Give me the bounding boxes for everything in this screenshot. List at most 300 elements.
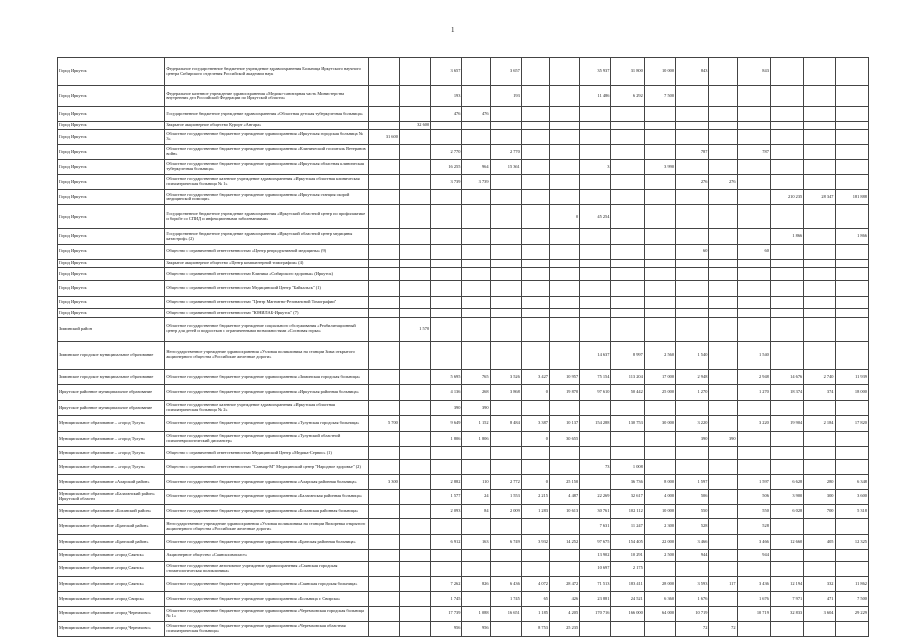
value-cell	[431, 229, 462, 244]
value-cell: 3 868	[490, 385, 521, 401]
value-cell: 944	[676, 550, 709, 561]
value-cell	[611, 244, 644, 260]
value-cell	[804, 341, 835, 369]
value-cell	[737, 260, 770, 268]
value-cell: 30 655	[549, 431, 579, 447]
value-cell	[611, 621, 644, 636]
value-cell	[399, 606, 430, 621]
value-cell	[399, 385, 430, 401]
value-cell: 2 500	[644, 550, 675, 561]
table-row	[58, 550, 869, 561]
territory-cell: Муниципальное образование «Боханский район»	[58, 505, 165, 519]
table-row	[58, 416, 869, 432]
value-cell	[676, 401, 709, 416]
value-cell: 7 631	[580, 519, 611, 535]
value-cell	[644, 281, 675, 297]
organization-cell: Областное государственное бюджетное учреждение здравоохранения «Иркутская станция скорой медицинской помощи»	[165, 190, 368, 205]
value-cell: 193	[431, 86, 462, 107]
value-cell	[770, 58, 803, 86]
value-cell	[580, 431, 611, 447]
table-row	[58, 621, 869, 636]
organization-cell: Общество с ограниченной ответственностью Клиника «Сибирского здоровья» (Иркутск)	[165, 268, 368, 281]
value-cell	[431, 550, 462, 561]
value-cell: 471	[804, 592, 835, 606]
value-cell	[611, 260, 644, 268]
value-cell: 787	[676, 144, 709, 159]
value-cell: 30 000	[644, 416, 675, 432]
value-cell	[490, 281, 521, 297]
territory-cell: Город Иркутск	[58, 144, 165, 159]
value-cell	[399, 175, 430, 190]
value-cell	[399, 519, 430, 535]
value-cell	[611, 296, 644, 309]
value-cell: 3 300	[368, 475, 399, 489]
value-cell	[770, 431, 803, 447]
value-cell: 964	[462, 160, 490, 175]
value-cell	[399, 160, 430, 175]
value-cell: 2 215	[521, 489, 549, 505]
value-cell: 3 932	[521, 534, 549, 550]
value-cell	[676, 260, 709, 268]
value-cell: 2 175	[611, 561, 644, 576]
value-cell: 7 500	[835, 592, 869, 606]
value-cell: 4 136	[431, 385, 462, 401]
value-cell: 75 154	[580, 369, 611, 385]
value-cell: 7 971	[770, 592, 803, 606]
territory-cell: Город Иркутск	[58, 296, 165, 309]
value-cell	[737, 190, 770, 205]
value-cell	[580, 317, 611, 341]
territory-cell: Город Иркутск	[58, 86, 165, 107]
value-cell: 332	[804, 576, 835, 592]
value-cell: 28 472	[549, 576, 579, 592]
organization-cell: Государственное бюджетное учреждение здравоохранения «Иркутский областной центр медицины катастроф» (2)	[165, 229, 368, 244]
value-cell	[737, 107, 770, 121]
value-cell: 3 657	[431, 58, 462, 86]
value-cell	[709, 385, 737, 401]
value-cell	[644, 175, 675, 190]
value-cell	[611, 268, 644, 281]
value-cell: 10 719	[737, 606, 770, 621]
territory-cell: Город Иркутск	[58, 268, 165, 281]
table-row	[58, 229, 869, 244]
value-cell	[580, 309, 611, 317]
value-cell: 16 651	[490, 606, 521, 621]
value-cell: 7 262	[431, 576, 462, 592]
value-cell	[580, 621, 611, 636]
value-cell	[644, 459, 675, 475]
value-cell: 3 220	[737, 416, 770, 432]
organization-cell: Областное государственное бюджетное учреждение здравоохранения «Аларская районная больница»	[165, 475, 368, 489]
value-cell	[737, 317, 770, 341]
value-cell: 28 000	[644, 576, 675, 592]
value-cell	[611, 205, 644, 229]
value-cell: 102 112	[611, 505, 644, 519]
value-cell	[521, 107, 549, 121]
value-cell: 110	[462, 475, 490, 489]
value-cell	[549, 244, 579, 260]
value-cell	[399, 401, 430, 416]
value-cell	[462, 205, 490, 229]
page-number: 1	[451, 26, 455, 34]
value-cell	[804, 281, 835, 297]
value-cell	[770, 175, 803, 190]
value-cell	[676, 190, 709, 205]
value-cell	[490, 561, 521, 576]
value-cell: 3 466	[676, 534, 709, 550]
value-cell	[835, 459, 869, 475]
value-cell	[399, 260, 430, 268]
value-cell	[490, 129, 521, 144]
value-cell: 2 882	[431, 475, 462, 489]
value-cell	[676, 107, 709, 121]
value-cell: 2 093	[431, 505, 462, 519]
value-cell	[462, 519, 490, 535]
value-cell	[804, 268, 835, 281]
value-cell	[549, 175, 579, 190]
value-cell	[580, 281, 611, 297]
value-cell: 8 753	[521, 621, 549, 636]
value-cell	[804, 121, 835, 129]
value-cell: 280	[804, 475, 835, 489]
value-cell	[804, 431, 835, 447]
value-cell	[490, 121, 521, 129]
value-cell: 10 137	[549, 416, 579, 432]
value-cell	[737, 621, 770, 636]
value-cell	[676, 205, 709, 229]
organization-cell: Областное государственное казенное учреждение здравоохранения «Иркутская областная психиатрическая больница № 2»	[165, 401, 368, 416]
value-cell: 154 288	[580, 416, 611, 432]
value-cell: 4 487	[549, 489, 579, 505]
value-cell	[431, 317, 462, 341]
value-cell	[580, 268, 611, 281]
organization-cell: Областное государственное бюджетное учреждение социального обслуживания «Реабилитационный центр для детей и подростков с ограниченными возможностями «Сосновая горка»	[165, 317, 368, 341]
value-cell	[431, 447, 462, 460]
value-cell	[804, 129, 835, 144]
value-cell	[549, 160, 579, 175]
value-cell	[431, 121, 462, 129]
value-cell	[521, 561, 549, 576]
table-row	[58, 489, 869, 505]
value-cell	[676, 268, 709, 281]
value-cell	[737, 205, 770, 229]
table-row	[58, 190, 869, 205]
value-cell	[770, 268, 803, 281]
value-cell: 1 806	[462, 431, 490, 447]
data-table	[57, 57, 869, 637]
value-cell	[549, 296, 579, 309]
territory-cell: Муниципальное образование «Братский район»	[58, 519, 165, 535]
value-cell	[580, 129, 611, 144]
value-cell: 2 948	[737, 369, 770, 385]
value-cell	[462, 260, 490, 268]
value-cell	[521, 86, 549, 107]
value-cell: 6 749	[490, 534, 521, 550]
value-cell	[804, 175, 835, 190]
value-cell	[709, 129, 737, 144]
value-cell	[709, 268, 737, 281]
value-cell	[709, 534, 737, 550]
value-cell	[462, 341, 490, 369]
value-cell	[709, 190, 737, 205]
value-cell	[804, 459, 835, 475]
value-cell: 390	[676, 431, 709, 447]
value-cell: 0	[521, 431, 549, 447]
organization-cell: Областное государственное бюджетное учреждение здравоохранения «Зиминская городская больница»	[165, 369, 368, 385]
value-cell: 60	[737, 244, 770, 260]
value-cell	[462, 309, 490, 317]
value-cell: 60	[676, 244, 709, 260]
value-cell: 2 948	[676, 369, 709, 385]
value-cell	[399, 129, 430, 144]
value-cell	[490, 447, 521, 460]
value-cell	[490, 268, 521, 281]
value-cell	[549, 229, 579, 244]
territory-cell: Город Иркутск	[58, 244, 165, 260]
value-cell: 5 700	[368, 416, 399, 432]
value-cell: 944	[737, 550, 770, 561]
value-cell	[462, 550, 490, 561]
value-cell	[399, 107, 430, 121]
value-cell	[709, 550, 737, 561]
value-cell	[770, 309, 803, 317]
value-cell	[835, 175, 869, 190]
value-cell	[368, 576, 399, 592]
territory-cell: Город Иркутск	[58, 190, 165, 205]
value-cell: 17 739	[431, 606, 462, 621]
value-cell	[462, 447, 490, 460]
value-cell: 8 484	[490, 416, 521, 432]
table-row	[58, 341, 869, 369]
value-cell	[804, 58, 835, 86]
value-cell: 2 184	[804, 416, 835, 432]
value-cell	[521, 205, 549, 229]
value-cell	[835, 296, 869, 309]
value-cell: 268	[462, 385, 490, 401]
value-cell	[804, 519, 835, 535]
value-cell: 3 436	[737, 576, 770, 592]
value-cell: 6 912	[431, 534, 462, 550]
territory-cell: Город Иркутск	[58, 260, 165, 268]
value-cell	[709, 244, 737, 260]
value-cell	[644, 621, 675, 636]
organization-cell: Общество с ограниченной ответственностью Медицинский Центр "Байкальск" (1)	[165, 281, 368, 297]
value-cell	[770, 260, 803, 268]
table-row	[58, 129, 869, 144]
value-cell	[431, 296, 462, 309]
value-cell	[399, 144, 430, 159]
territory-cell: Муниципальное образование – «город Тулун»	[58, 459, 165, 475]
organization-cell: Областное государственное казенное учреждение здравоохранения «Иркутская областная клиническая психиатрическая больница № 1»	[165, 175, 368, 190]
value-cell: 390	[462, 401, 490, 416]
territory-cell: Муниципальное образование – «город Тулун»	[58, 431, 165, 447]
value-cell: 843	[737, 58, 770, 86]
value-cell	[490, 341, 521, 369]
value-cell	[521, 459, 549, 475]
value-cell	[399, 592, 430, 606]
value-cell	[709, 475, 737, 489]
value-cell: 14 252	[549, 534, 579, 550]
table-row	[58, 107, 869, 121]
value-cell	[368, 505, 399, 519]
value-cell: 32 600	[399, 121, 430, 129]
value-cell	[835, 86, 869, 107]
territory-cell: Город Иркутск	[58, 121, 165, 129]
value-cell	[368, 160, 399, 175]
value-cell: 12 660	[770, 534, 803, 550]
value-cell: 11 486	[580, 86, 611, 107]
value-cell	[770, 281, 803, 297]
value-cell: 4 072	[521, 576, 549, 592]
territory-cell: Город Иркутск	[58, 309, 165, 317]
value-cell	[737, 281, 770, 297]
value-cell	[835, 317, 869, 341]
value-cell	[770, 296, 803, 309]
organization-cell: Федеральное государственное бюджетное учреждение здравоохранения Больница Иркутского научного центра Сибирского отделения Российской академии наук	[165, 58, 368, 86]
territory-cell: Город Иркутск	[58, 205, 165, 229]
value-cell	[580, 244, 611, 260]
value-cell	[580, 190, 611, 205]
value-cell: 1 553	[490, 489, 521, 505]
value-cell	[580, 144, 611, 159]
value-cell	[549, 317, 579, 341]
value-cell: 15 361	[490, 160, 521, 175]
organization-cell: Общество с ограниченной ответственностью «Центр репродуктивной медицины» (9)	[165, 244, 368, 260]
value-cell	[611, 229, 644, 244]
value-cell	[709, 519, 737, 535]
value-cell: 31 800	[611, 58, 644, 86]
value-cell	[611, 401, 644, 416]
value-cell	[835, 144, 869, 159]
value-cell	[770, 205, 803, 229]
value-cell: 2 772	[490, 475, 521, 489]
value-cell	[580, 175, 611, 190]
organization-cell: Областное государственное бюджетное учреждение здравоохранения «Тулунский областной психоневрологический диспансер»	[165, 431, 368, 447]
value-cell: 426	[549, 592, 579, 606]
value-cell: 11 862	[835, 576, 869, 592]
value-cell	[611, 190, 644, 205]
organization-cell: Областное государственное бюджетное учреждение здравоохранения «Иркутская районная больница»	[165, 385, 368, 401]
value-cell: 10 291	[611, 550, 644, 561]
value-cell	[676, 317, 709, 341]
value-cell: 3 604	[804, 606, 835, 621]
value-cell	[549, 309, 579, 317]
value-cell	[399, 229, 430, 244]
value-cell	[835, 447, 869, 460]
table-row	[58, 401, 869, 416]
value-cell	[399, 281, 430, 297]
value-cell: 35 937	[580, 58, 611, 86]
value-cell	[368, 121, 399, 129]
table-row	[58, 296, 869, 309]
value-cell	[368, 175, 399, 190]
value-cell	[580, 107, 611, 121]
value-cell: 476	[431, 107, 462, 121]
value-cell	[521, 519, 549, 535]
table-row	[58, 385, 869, 401]
value-cell	[521, 121, 549, 129]
territory-cell: Муниципальное образование «город Саянск»	[58, 576, 165, 592]
value-cell: 22 269	[580, 489, 611, 505]
value-cell	[462, 592, 490, 606]
value-cell: 10 697	[580, 561, 611, 576]
value-cell	[490, 205, 521, 229]
territory-cell: Город Иркутск	[58, 281, 165, 297]
value-cell	[368, 229, 399, 244]
value-cell: 97 675	[580, 534, 611, 550]
table-row	[58, 431, 869, 447]
value-cell	[644, 244, 675, 260]
value-cell: 3 600	[835, 489, 869, 505]
value-cell	[709, 606, 737, 621]
value-cell	[521, 550, 549, 561]
value-cell: 210 235	[770, 190, 803, 205]
value-cell: 28 347	[804, 190, 835, 205]
territory-cell: Город Иркутск	[58, 107, 165, 121]
value-cell	[399, 489, 430, 505]
value-cell: 3 466	[737, 534, 770, 550]
value-cell	[490, 401, 521, 416]
table-row	[58, 160, 869, 175]
value-cell: 3 990	[644, 160, 675, 175]
value-cell	[804, 296, 835, 309]
value-cell: 1 283	[521, 505, 549, 519]
value-cell: 3 657	[490, 58, 521, 86]
value-cell	[737, 561, 770, 576]
value-cell	[399, 58, 430, 86]
table-row	[58, 205, 869, 229]
value-cell: 65	[521, 592, 549, 606]
value-cell	[737, 431, 770, 447]
value-cell: 506	[676, 489, 709, 505]
value-cell	[549, 107, 579, 121]
value-cell	[676, 160, 709, 175]
value-cell: 7 500	[644, 86, 675, 107]
value-cell	[835, 401, 869, 416]
value-cell	[835, 244, 869, 260]
value-cell: 1 676	[676, 592, 709, 606]
value-cell: 6 028	[770, 505, 803, 519]
value-cell	[709, 592, 737, 606]
value-cell	[770, 561, 803, 576]
value-cell	[737, 296, 770, 309]
value-cell: 181 888	[835, 190, 869, 205]
value-cell	[549, 561, 579, 576]
table-row	[58, 561, 869, 576]
territory-cell: Муниципальное образование «город Саянск»	[58, 550, 165, 561]
value-cell: 765	[462, 369, 490, 385]
organization-cell: Областное государственное бюджетное учреждение здравоохранения «Балаганская районная больница»	[165, 489, 368, 505]
value-cell	[549, 268, 579, 281]
table-row	[58, 592, 869, 606]
value-cell	[521, 296, 549, 309]
value-cell: 3 900	[770, 489, 803, 505]
value-cell: 1 570	[399, 317, 430, 341]
value-cell	[368, 401, 399, 416]
value-cell: 300	[804, 489, 835, 505]
value-cell: 113 204	[611, 369, 644, 385]
value-cell	[709, 505, 737, 519]
value-cell	[804, 260, 835, 268]
value-cell	[521, 447, 549, 460]
value-cell: 2 770	[431, 144, 462, 159]
value-cell	[770, 519, 803, 535]
value-cell: 8 000	[644, 475, 675, 489]
organization-cell: Государственное бюджетное учреждение здравоохранения «Областная детская туберкулезная больница»	[165, 107, 368, 121]
value-cell	[368, 260, 399, 268]
value-cell: 29 229	[835, 606, 869, 621]
value-cell	[770, 341, 803, 369]
